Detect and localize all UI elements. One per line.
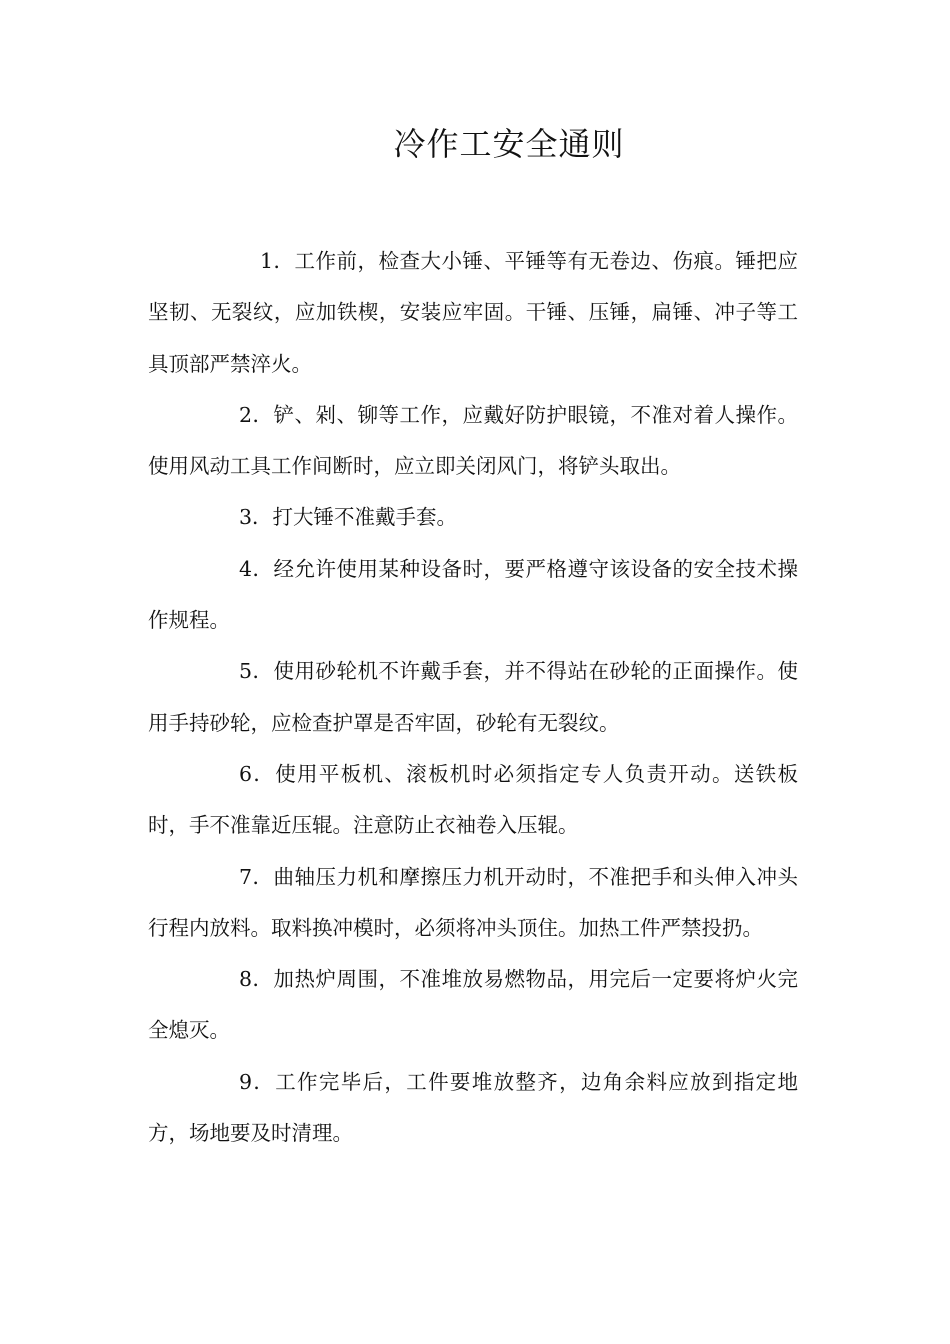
rule-paragraph-3: 3．打大锤不准戴手套。 [239,505,458,530]
rule-paragraph-4: 4．经允许使用某种设备时，要严格遵守该设备的安全技术操作规程。 [148,556,798,633]
document-title: 冷作工安全通则 [393,125,625,163]
rule-paragraph-2: 2．铲、剁、铆等工作，应戴好防护眼镜，不准对着人操作。使用风动工具工作间断时，应立即关闭风门，将铲头取出。 [148,402,798,479]
rule-paragraph-6: 6．使用平板机、滚板机时必须指定专人负责开动。送铁板时，手不准靠近压辊。注意防止衣袖卷入压辊。 [148,761,798,838]
rule-paragraph-1: 1．工作前，检查大小锤、平锤等有无卷边、伤痕。锤把应坚韧、无裂纹，应加铁楔，安装应牢固。干锤、压锤，扁锤、冲子等工具顶部严禁淬火。 [148,249,798,376]
rule-paragraph-7: 7．曲轴压力机和摩擦压力机开动时，不准把手和头伸入冲头行程内放料。取料换冲模时，必须将冲头顶住。加热工件严禁投扔。 [148,864,798,940]
document-body [148,236,798,1159]
rule-paragraph-5: 5．使用砂轮机不许戴手套，并不得站在砂轮的正面操作。使用手持砂轮，应检查护罩是否牢固，砂轮有无裂纹。 [148,659,798,735]
rule-paragraph-8: 8．加热炉周围，不准堆放易燃物品，用完后一定要将炉火完全熄灭。 [148,967,798,1043]
rule-paragraph-9: 9．工作完毕后，工件要堆放整齐，边角余料应放到指定地方，场地要及时清理。 [148,1069,798,1146]
